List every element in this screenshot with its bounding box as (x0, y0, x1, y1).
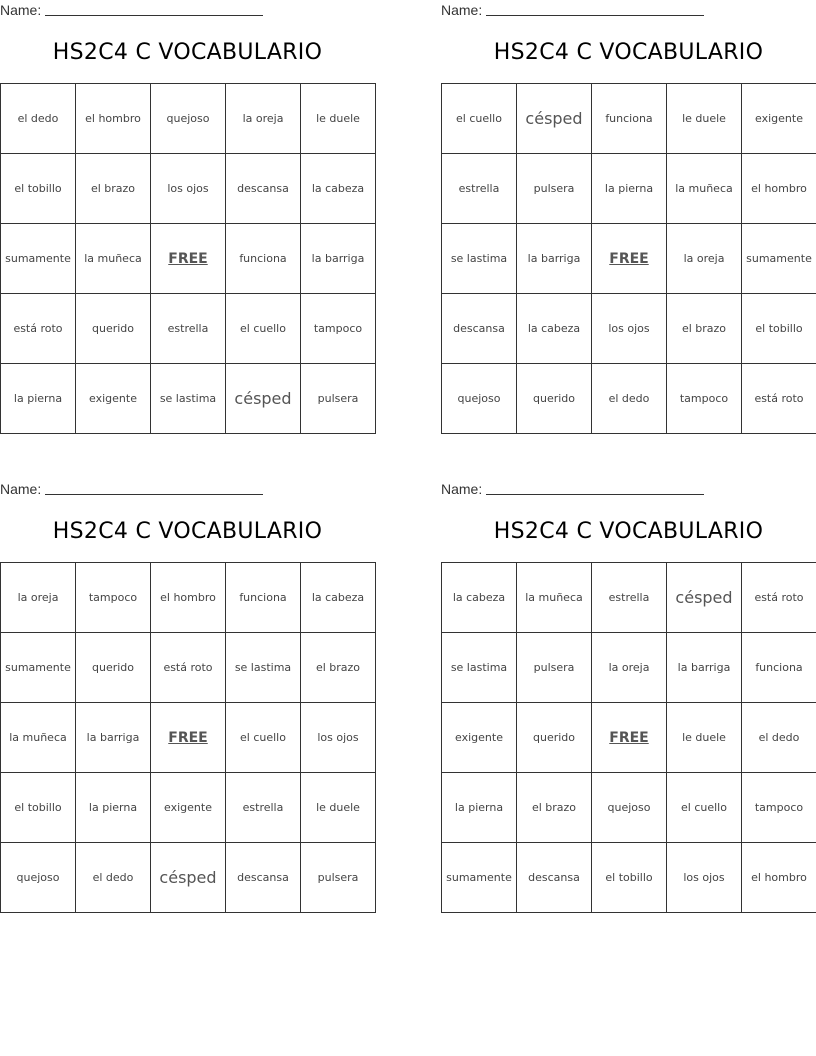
card-title: HS2C4 C VOCABULARIO (52, 40, 323, 65)
bingo-cell[interactable]: estrella (592, 563, 667, 633)
bingo-cell[interactable]: se lastima (442, 633, 517, 703)
name-field[interactable] (0, 481, 263, 497)
grid-row (442, 154, 816, 224)
bingo-cell[interactable]: el tobillo (742, 294, 816, 364)
grid-row (1, 843, 376, 913)
bingo-cell[interactable]: querido (517, 703, 592, 773)
bingo-cell[interactable]: le duele (667, 84, 742, 154)
bingo-cell[interactable]: el dedo (76, 843, 151, 913)
bingo-cell[interactable]: césped (517, 84, 592, 154)
grid-row (1, 563, 376, 633)
name-blank-line[interactable] (486, 3, 704, 16)
bingo-cell[interactable]: el brazo (76, 154, 151, 224)
bingo-cell[interactable]: la barriga (301, 224, 376, 294)
bingo-cell[interactable]: quejoso (592, 773, 667, 843)
bingo-cell[interactable]: la cabeza (301, 563, 376, 633)
bingo-cell[interactable]: el brazo (301, 633, 376, 703)
name-blank-line[interactable] (486, 482, 704, 495)
grid-row (1, 364, 376, 434)
grid-row (442, 294, 816, 364)
bingo-cell[interactable]: el cuello (226, 703, 301, 773)
bingo-cell[interactable]: se lastima (442, 224, 517, 294)
grid-row (442, 633, 816, 703)
bingo-grid (441, 562, 816, 913)
bingo-cell[interactable]: césped (151, 843, 226, 913)
bingo-cell[interactable]: descansa (517, 843, 592, 913)
grid-row (1, 84, 376, 154)
grid-row (442, 843, 816, 913)
name-label: Name: (0, 481, 42, 497)
bingo-cell[interactable]: exigente (76, 364, 151, 434)
bingo-cell[interactable]: la muñeca (76, 224, 151, 294)
name-label: Name: (441, 2, 483, 18)
bingo-cell[interactable]: estrella (151, 294, 226, 364)
bingo-cell[interactable]: le duele (301, 84, 376, 154)
bingo-cell[interactable]: le duele (667, 703, 742, 773)
bingo-cell[interactable]: la pierna (592, 154, 667, 224)
free-cell[interactable]: FREE (592, 224, 667, 294)
bingo-cell[interactable]: exigente (442, 703, 517, 773)
bingo-cell[interactable]: la pierna (442, 773, 517, 843)
bingo-cell[interactable]: la barriga (667, 633, 742, 703)
bingo-cell[interactable]: el tobillo (592, 843, 667, 913)
bingo-cell[interactable]: tampoco (742, 773, 816, 843)
grid-row (1, 773, 376, 843)
bingo-cell[interactable]: funciona (226, 563, 301, 633)
bingo-cell[interactable]: le duele (301, 773, 376, 843)
bingo-cell[interactable]: está roto (742, 563, 816, 633)
bingo-card-4 (441, 479, 816, 919)
bingo-cell[interactable]: se lastima (226, 633, 301, 703)
bingo-cell[interactable]: el cuello (667, 773, 742, 843)
bingo-cell[interactable]: el dedo (1, 84, 76, 154)
bingo-cell[interactable]: tampoco (76, 563, 151, 633)
bingo-cell[interactable]: pulsera (517, 154, 592, 224)
bingo-cell[interactable]: la oreja (226, 84, 301, 154)
bingo-grid (441, 83, 816, 434)
name-field[interactable] (441, 2, 704, 18)
bingo-cell[interactable]: querido (517, 364, 592, 434)
card-title: HS2C4 C VOCABULARIO (493, 519, 764, 544)
name-label: Name: (0, 2, 42, 18)
bingo-cell[interactable]: el tobillo (1, 154, 76, 224)
bingo-grid (0, 562, 376, 913)
bingo-card-1 (0, 0, 375, 440)
name-field[interactable] (0, 2, 263, 18)
card-title: HS2C4 C VOCABULARIO (493, 40, 764, 65)
bingo-cell[interactable]: la cabeza (301, 154, 376, 224)
bingo-cell[interactable]: el hombro (76, 84, 151, 154)
bingo-cell[interactable]: los ojos (592, 294, 667, 364)
grid-row (1, 703, 376, 773)
bingo-cell[interactable]: tampoco (667, 364, 742, 434)
bingo-cell[interactable]: descansa (442, 294, 517, 364)
bingo-cell[interactable]: exigente (742, 84, 816, 154)
bingo-cell[interactable]: el brazo (517, 773, 592, 843)
bingo-card-3 (0, 479, 375, 919)
bingo-cell[interactable]: el cuello (226, 294, 301, 364)
bingo-cell[interactable]: los ojos (151, 154, 226, 224)
bingo-cell[interactable]: los ojos (667, 843, 742, 913)
grid-row (442, 364, 816, 434)
bingo-cell[interactable]: la muñeca (667, 154, 742, 224)
bingo-cell[interactable]: funciona (742, 633, 816, 703)
bingo-cell[interactable]: el brazo (667, 294, 742, 364)
bingo-cell[interactable]: el dedo (742, 703, 816, 773)
bingo-cell[interactable]: estrella (442, 154, 517, 224)
bingo-cell[interactable]: la barriga (76, 703, 151, 773)
bingo-cell[interactable]: la cabeza (517, 294, 592, 364)
bingo-cell[interactable]: sumamente (742, 224, 816, 294)
bingo-cell[interactable]: el cuello (442, 84, 517, 154)
grid-row (442, 224, 816, 294)
bingo-cell[interactable]: quejoso (442, 364, 517, 434)
bingo-cell[interactable]: la barriga (517, 224, 592, 294)
bingo-cell[interactable]: la oreja (592, 633, 667, 703)
bingo-cell[interactable]: el hombro (742, 843, 816, 913)
bingo-cell[interactable]: tampoco (301, 294, 376, 364)
bingo-cell[interactable]: quejoso (151, 84, 226, 154)
bingo-cell[interactable]: sumamente (1, 633, 76, 703)
grid-row (1, 224, 376, 294)
bingo-cell[interactable]: quejoso (1, 843, 76, 913)
bingo-cell[interactable]: el dedo (592, 364, 667, 434)
bingo-cell[interactable]: la oreja (667, 224, 742, 294)
bingo-grid (0, 83, 376, 434)
bingo-cell[interactable]: la pierna (76, 773, 151, 843)
bingo-cell[interactable]: césped (667, 563, 742, 633)
bingo-cell[interactable]: querido (76, 294, 151, 364)
grid-row (442, 703, 816, 773)
grid-row (442, 563, 816, 633)
name-blank-line[interactable] (45, 3, 263, 16)
bingo-cell[interactable]: querido (76, 633, 151, 703)
bingo-cell[interactable]: pulsera (301, 843, 376, 913)
bingo-cell[interactable]: está roto (742, 364, 816, 434)
bingo-cell[interactable]: sumamente (1, 224, 76, 294)
bingo-cell[interactable]: se lastima (151, 364, 226, 434)
bingo-cell[interactable]: la muñeca (1, 703, 76, 773)
card-title: HS2C4 C VOCABULARIO (52, 519, 323, 544)
grid-row (1, 154, 376, 224)
bingo-cell[interactable]: el hombro (742, 154, 816, 224)
bingo-cell[interactable]: la muñeca (517, 563, 592, 633)
bingo-cell[interactable]: la oreja (1, 563, 76, 633)
name-blank-line[interactable] (45, 482, 263, 495)
bingo-cell[interactable]: exigente (151, 773, 226, 843)
bingo-cell[interactable]: funciona (226, 224, 301, 294)
bingo-cell[interactable]: estrella (226, 773, 301, 843)
bingo-card-2 (441, 0, 816, 440)
bingo-cell[interactable]: la cabeza (442, 563, 517, 633)
grid-row (1, 633, 376, 703)
bingo-cell[interactable]: pulsera (301, 364, 376, 434)
bingo-cell[interactable]: la pierna (1, 364, 76, 434)
bingo-cell[interactable]: los ojos (301, 703, 376, 773)
free-cell[interactable]: FREE (151, 224, 226, 294)
grid-row (442, 84, 816, 154)
bingo-cell[interactable]: está roto (1, 294, 76, 364)
grid-row (442, 773, 816, 843)
bingo-cell[interactable]: el tobillo (1, 773, 76, 843)
grid-row (1, 294, 376, 364)
bingo-cell[interactable]: césped (226, 364, 301, 434)
bingo-cell[interactable]: sumamente (442, 843, 517, 913)
bingo-cell[interactable]: está roto (151, 633, 226, 703)
free-cell[interactable]: FREE (151, 703, 226, 773)
bingo-cell[interactable]: descansa (226, 154, 301, 224)
bingo-cell[interactable]: descansa (226, 843, 301, 913)
name-field[interactable] (441, 481, 704, 497)
bingo-cell[interactable]: funciona (592, 84, 667, 154)
bingo-cell[interactable]: pulsera (517, 633, 592, 703)
bingo-cell[interactable]: el hombro (151, 563, 226, 633)
free-cell[interactable]: FREE (592, 703, 667, 773)
name-label: Name: (441, 481, 483, 497)
